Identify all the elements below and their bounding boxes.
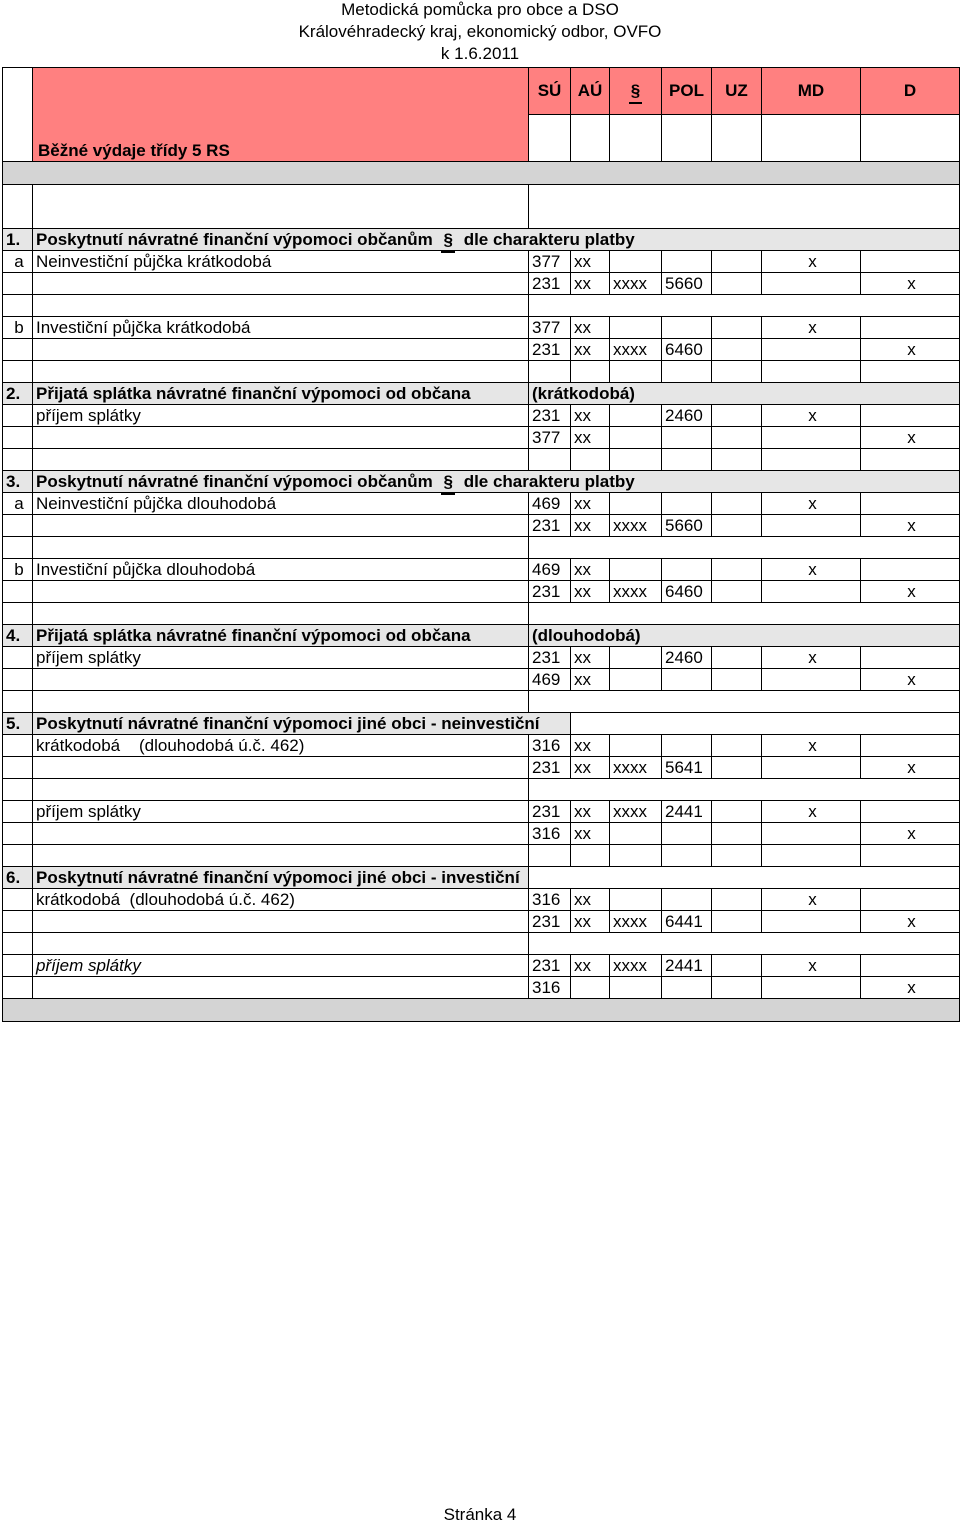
section-row-5: 5. Poskytnutí návratné finanční výpomoci jiné obci - neinvestiční bbox=[3, 713, 960, 735]
table-row: 231 xx xxxx 6460 x bbox=[3, 581, 960, 603]
header-row bbox=[3, 68, 960, 115]
accounting-table bbox=[2, 67, 960, 1022]
table-row: 231 xx xxxx 5641 x bbox=[3, 757, 960, 779]
table-row: příjem splátky 231 xx xxxx 2441 x bbox=[3, 955, 960, 977]
table-row: b Investiční půjčka krátkodobá 377 xx x bbox=[3, 317, 960, 339]
table-row: 316 xx x bbox=[3, 823, 960, 845]
blank-row bbox=[3, 449, 960, 471]
table-row: 231 xx xxxx 6441 x bbox=[3, 911, 960, 933]
col-d: D bbox=[861, 68, 960, 115]
blank-row bbox=[3, 845, 960, 867]
table-row: krátkodobá (dlouhodobá ú.č. 462) 316 xx x bbox=[3, 735, 960, 757]
col-paragraph: § bbox=[610, 68, 662, 115]
table-row: příjem splátky 231 xx 2460 x bbox=[3, 647, 960, 669]
table-row: 469 xx x bbox=[3, 669, 960, 691]
page-footer: Stránka 4 bbox=[443, 1505, 517, 1524]
table-row: 231 xx xxxx 5660 x bbox=[3, 273, 960, 295]
page-title: Běžné výdaje třídy 5 RS bbox=[33, 68, 529, 162]
gray-separator-bottom bbox=[3, 999, 960, 1022]
col-pol: POL bbox=[662, 68, 712, 115]
table-row: 316 x bbox=[3, 977, 960, 999]
table-row: a Neinvestiční půjčka dlouhodobá 469 xx x bbox=[3, 493, 960, 515]
section-row-1: 1. Poskytnutí návratné finanční výpomoci občanům § dle charakteru platby bbox=[3, 229, 960, 251]
table-row: krátkodobá (dlouhodobá ú.č. 462) 316 xx x bbox=[3, 889, 960, 911]
table-row: 377 xx x bbox=[3, 427, 960, 449]
section-row-4: 4. Přijatá splátka návratné finanční výpomoci od občana (dlouhodobá) bbox=[3, 625, 960, 647]
table-row: 231 xx xxxx 6460 x bbox=[3, 339, 960, 361]
table-row: a Neinvestiční půjčka krátkodobá 377 xx x bbox=[3, 251, 960, 273]
blank-row bbox=[3, 603, 960, 625]
col-au: AÚ bbox=[571, 68, 610, 115]
col-su: SÚ bbox=[529, 68, 571, 115]
doc-header-line2: Královéhradecký kraj, ekonomický odbor, OVFO bbox=[298, 22, 662, 41]
table-row: příjem splátky 231 xx xxxx 2441 x bbox=[3, 801, 960, 823]
gray-separator bbox=[3, 162, 960, 185]
col-uz: UZ bbox=[712, 68, 762, 115]
table-row: 231 xx xxxx 5660 x bbox=[3, 515, 960, 537]
blank-row bbox=[3, 933, 960, 955]
blank-row bbox=[3, 691, 960, 713]
col-md: MD bbox=[762, 68, 861, 115]
blank-row bbox=[3, 779, 960, 801]
doc-header-line3: k 1.6.2011 bbox=[440, 44, 520, 63]
table-row: b Investiční půjčka dlouhodobá 469 xx x bbox=[3, 559, 960, 581]
blank-row bbox=[3, 185, 960, 229]
doc-header-line1: Metodická pomůcka pro obce a DSO bbox=[341, 0, 619, 19]
blank-row bbox=[3, 361, 960, 383]
section-row-2: 2. Přijatá splátka návratné finanční výpomoci od občana (krátkodobá) bbox=[3, 383, 960, 405]
section-row-6: 6. Poskytnutí návratné finanční výpomoci jiné obci - investiční bbox=[3, 867, 960, 889]
header-blank-cell bbox=[3, 68, 33, 162]
section-row-3: 3. Poskytnutí návratné finanční výpomoci občanům § dle charakteru platby bbox=[3, 471, 960, 493]
blank-row bbox=[3, 537, 960, 559]
table-row: příjem splátky 231 xx 2460 x bbox=[3, 405, 960, 427]
blank-row bbox=[3, 295, 960, 317]
